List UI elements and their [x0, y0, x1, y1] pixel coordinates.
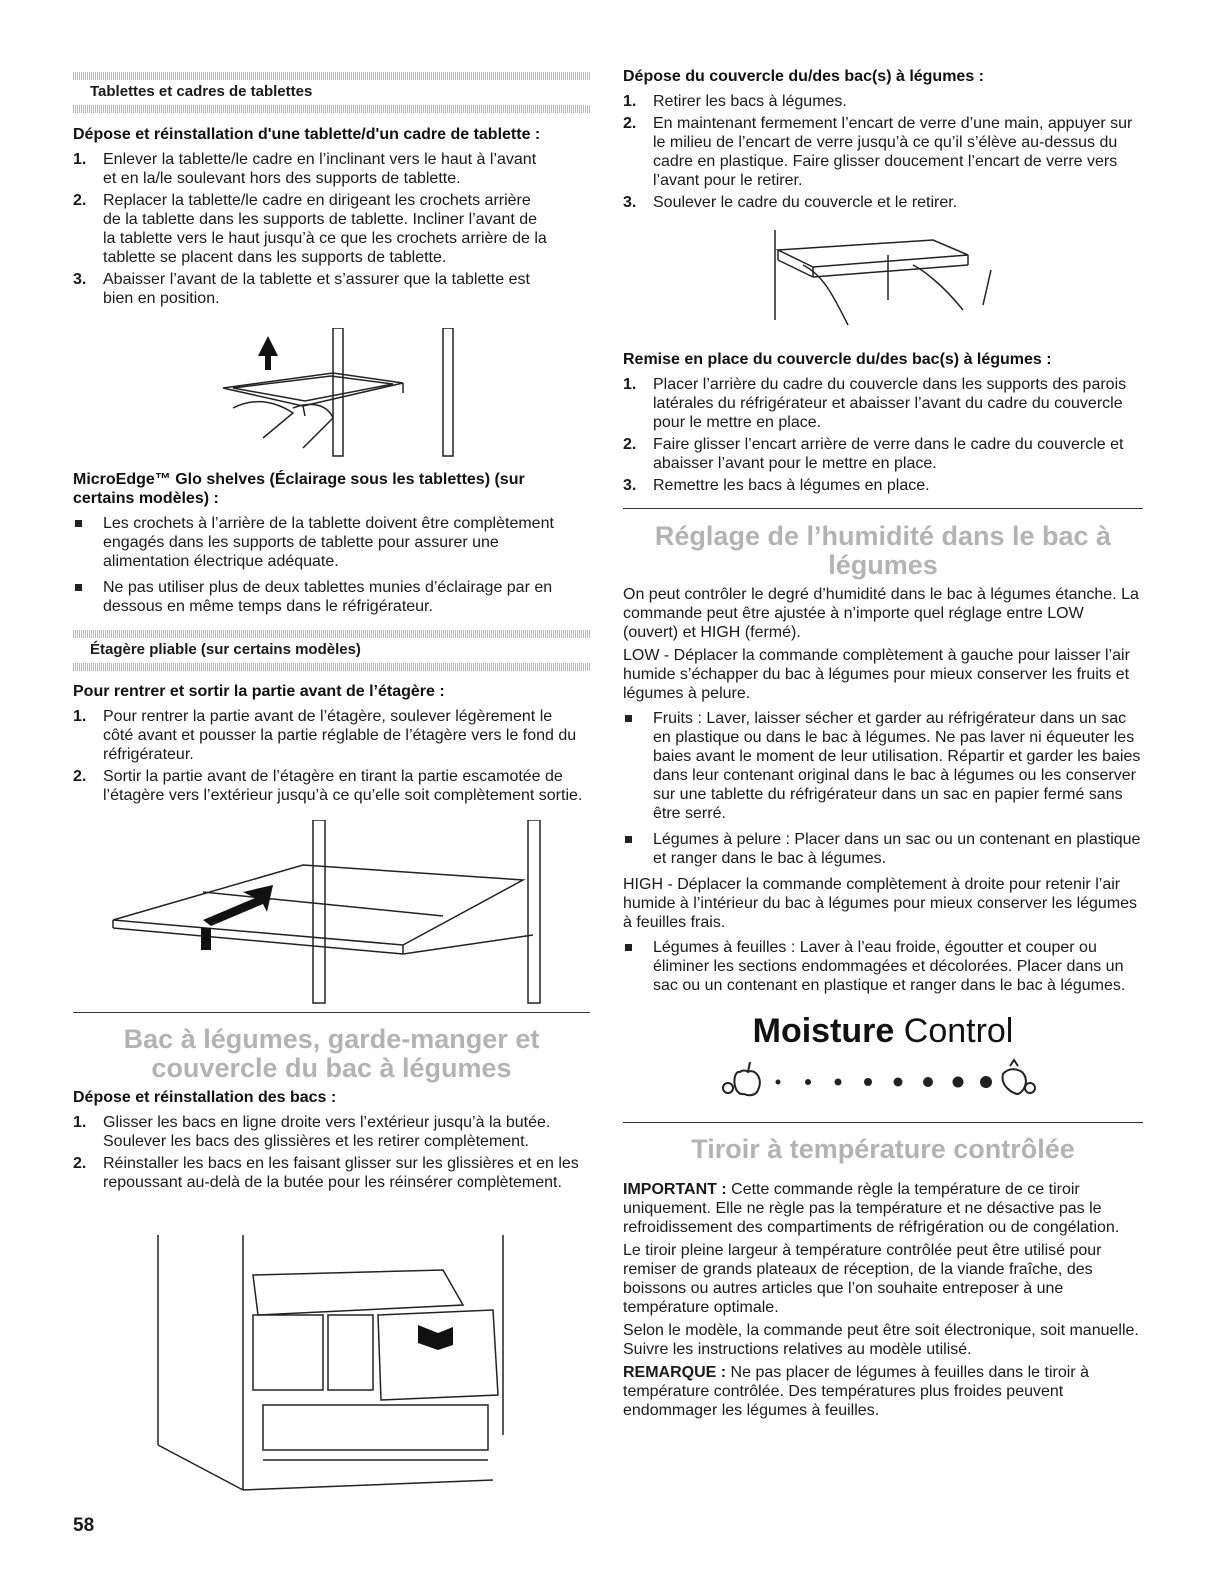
subheading: Dépose et réinstallation d'une tablette/d'un cadre de tablette : [73, 126, 541, 143]
subheading: Remise en place du couvercle du/des bac(s) à légumes : [623, 351, 1052, 368]
steps-list [73, 1113, 583, 1192]
moisture-control-scale [718, 1052, 1048, 1102]
crisper-drawers-illustration [153, 1235, 513, 1495]
steps-list [623, 92, 1143, 212]
shelf-removal-illustration [193, 328, 473, 458]
paragraph: Selon le modèle, la commande peut être soit électronique, soit manuelle. Suivre les instructions relatives au modèle utilisé. [623, 1322, 1139, 1358]
section-header-shelves [73, 72, 590, 113]
divider [73, 1012, 590, 1013]
subheading: Dépose et réinstallation des bacs : [73, 1089, 337, 1106]
list-item: 3. Soulever le cadre du couvercle et le retirer. [623, 194, 958, 211]
section-title-temperature-drawer: Tiroir à température contrôlée [691, 1134, 1075, 1164]
section-title-humidity: Réglage de l’humidité dans le bac à légumes [654, 521, 1112, 580]
steps-list [623, 375, 1143, 495]
section-title-crisper: Bac à légumes, garde-manger et couvercle du bac à légumes [123, 1024, 540, 1083]
paragraph: LOW - Déplacer la commande complètement à gauche pour laisser l’air humide s’échapper du bac à légumes pour mieux conserver les fruits et légumes à pelure. [623, 647, 1130, 702]
list-item: Ne pas utiliser plus de deux tablettes munies d’éclairage par en dessous en même temps dans le réfrigérateur. [73, 578, 573, 616]
divider [623, 1122, 1143, 1123]
list-item: 2. En maintenant fermement l’encart de verre d’une main, appuyer sur le milieu de l’encart de verre jusqu’à ce qu’il s’élève au-dessus du cadre en plastique. Faire glisser doucement l’encart de verre vers l’avant pour le retirer. [623, 115, 1133, 189]
list-item: 3. Remettre les bacs à légumes en place. [623, 477, 930, 494]
bullet-list [623, 938, 1143, 995]
list-item: 1. Placer l’arrière du cadre du couvercle dans les supports des parois latérales du réfrigérateur et abaisser l’avant du cadre du couvercle pour le mettre en place. [623, 376, 1127, 431]
subheading: Dépose du couvercle du/des bac(s) à légumes : [623, 68, 984, 85]
steps-list [73, 150, 553, 308]
list-item: 3. Abaisser l’avant de la tablette et s’assurer que la tablette est bien en position. [73, 271, 530, 307]
paragraph: REMARQUE : Ne pas placer de légumes à feuilles dans le tiroir à température contrôlée. Des températures plus froides peuvent endommager les légumes à feuilles. [623, 1364, 1089, 1419]
list-item: 1. Enlever la tablette/le cadre en l’inclinant vers le haut à l’avant et en la/le soulevant hors des supports de tablette. [73, 151, 537, 187]
subheading: Pour rentrer et sortir la partie avant de l’étagère : [73, 683, 445, 700]
section-title: Tablettes et cadres de tablettes [90, 83, 313, 100]
list-item: 2. Sortir la partie avant de l’étagère en tirant la partie escamotée de l’étagère vers l’extérieur jusqu’à ce qu’elle soit complètement sortie. [73, 768, 583, 804]
moisture-control-title: Moisture Control [752, 1012, 1014, 1050]
list-item: 2. Faire glisser l’encart arrière de verre dans le cadre du couvercle et abaisser l’avant pour le mettre en place. [623, 436, 1124, 472]
list-item: Légumes à feuilles : Laver à l’eau froide, égoutter et couper ou éliminer les sections endommagées et décolorées. Placer dans un sac ou un contenant en plastique et ranger dans le bac à légumes. [623, 938, 1143, 995]
bullet-list [73, 514, 573, 616]
apple-icon [723, 1062, 760, 1095]
paragraph: HIGH - Déplacer la commande complètement à droite pour retenir l’air humide à l’intérieur du bac à légumes pour mieux conserver les légumes à feuilles frais. [623, 876, 1138, 931]
strawberry-icon [1003, 1060, 1035, 1094]
subheading: MicroEdge™ Glo shelves (Éclairage sous les tablettes) (sur certains modèles) : [73, 471, 525, 507]
paragraph: On peut contrôler le degré d’humidité dans le bac à légumes étanche. La commande peut être ajustée à n’importe quel réglage entre LOW (ouvert) et HIGH (fermé). [623, 586, 1139, 641]
list-item: 2. Réinstaller les bacs en les faisant glisser sur les glissières et en les repoussant au-delà de la butée pour les réinsérer complètement. [73, 1155, 579, 1191]
list-item: 1. Glisser les bacs en ligne droite vers l’extérieur jusqu’à la butée. Soulever les bacs des glissières et les retirer complètement. [73, 1114, 551, 1150]
list-item: Fruits : Laver, laisser sécher et garder au réfrigérateur dans un sac en plastique ou dans le bac à légumes. Ne pas laver ni équeuter les baies avant le moment de leur utilisation. Répartir et garder les baies dans leur contenant original dans le bac à légumes ou les conserver sur une tablette du réfrigérateur dans un sac en papier fermé sans être serré. [623, 709, 1143, 823]
paragraph: Le tiroir pleine largeur à température contrôlée peut être utilisé pour remiser de grands plateaux de réception, de la viande fraîche, des boissons ou autres articles que l’on souhaite entreposer à une température optimale. [623, 1242, 1102, 1316]
section-title: Étagère pliable (sur certains modèles) [90, 641, 361, 658]
steps-list [73, 707, 583, 805]
section-header-folding-shelf [73, 630, 590, 671]
list-item: 1. Pour rentrer la partie avant de l’étagère, soulever légèrement le côté avant et pousser la partie réglable de l’étagère vers le fond du réfrigérateur. [73, 708, 577, 763]
divider [623, 508, 1143, 509]
list-item: 1. Retirer les bacs à légumes. [623, 93, 847, 110]
crisper-cover-illustration [773, 225, 1003, 335]
page-number: 58 [73, 1515, 95, 1536]
list-item: Légumes à pelure : Placer dans un sac ou un contenant en plastique et ranger dans le bac à légumes. [623, 830, 1143, 868]
list-item: 2. Replacer la tablette/le cadre en dirigeant les crochets arrière de la tablette dans les supports de tablette. Incliner l’avant de la tablette vers le haut jusqu’à ce que les crochets arrière de la tablette se placent dans les supports de tablette. [73, 192, 547, 266]
bullet-list [623, 709, 1143, 868]
list-item: Les crochets à l’arrière de la tablette doivent être complètement engagés dans les supports de tablette pour assurer une alimentation électrique adéquate. [73, 514, 573, 571]
folding-shelf-illustration [103, 820, 563, 1005]
paragraph: IMPORTANT : Cette commande règle la température de ce tiroir uniquement. Elle ne règle pas la température et ne désactive pas le refroidissement des compartiments de réfrigération ou de congélation. [623, 1181, 1120, 1236]
